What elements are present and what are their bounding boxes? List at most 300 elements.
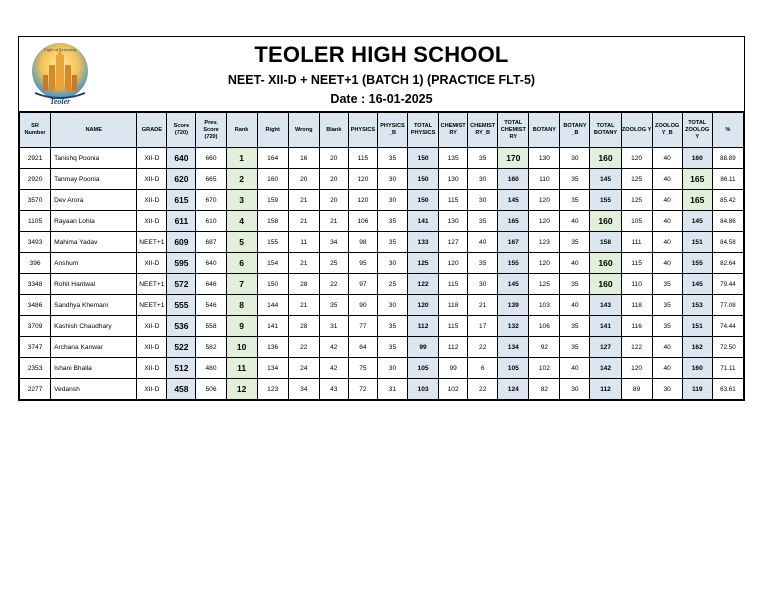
- table-cell: 40: [560, 253, 590, 274]
- table-cell: Tanmay Poonia: [51, 169, 137, 190]
- table-cell: 30: [377, 190, 407, 211]
- table-cell: 20: [319, 190, 348, 211]
- table-cell: 155: [682, 253, 712, 274]
- table-cell: 120: [529, 190, 560, 211]
- table-cell: 512: [167, 358, 196, 379]
- column-header: GRADE: [137, 113, 167, 148]
- table-cell: 110: [529, 169, 560, 190]
- table-cell: 30: [468, 190, 498, 211]
- table-cell: NEET+1: [137, 274, 167, 295]
- table-cell: 123: [257, 379, 288, 400]
- table-cell: XII-D: [137, 148, 167, 169]
- table-cell: 6: [468, 358, 498, 379]
- table-cell: XII-D: [137, 211, 167, 232]
- table-cell: 130: [529, 148, 560, 169]
- table-cell: 170: [498, 148, 529, 169]
- table-cell: 25: [319, 253, 348, 274]
- logo-motto: Light of Learning: [44, 47, 76, 52]
- table-cell: 160: [590, 274, 621, 295]
- table-cell: 99: [439, 358, 468, 379]
- table-cell: 75: [348, 358, 377, 379]
- table-cell: 162: [682, 337, 712, 358]
- table-cell: 145: [682, 274, 712, 295]
- column-header: BOTANY: [529, 113, 560, 148]
- table-cell: 95: [348, 253, 377, 274]
- table-cell: 125: [621, 169, 652, 190]
- table-row: [20, 379, 744, 400]
- table-row: [20, 274, 744, 295]
- table-cell: 30: [560, 379, 590, 400]
- table-row: [20, 211, 744, 232]
- table-cell: 40: [560, 295, 590, 316]
- table-cell: 28: [288, 274, 319, 295]
- table-cell: 141: [408, 211, 439, 232]
- table-cell: 536: [167, 316, 196, 337]
- table-cell: 17: [468, 316, 498, 337]
- table-cell: 2353: [20, 358, 51, 379]
- table-row: [20, 295, 744, 316]
- table-cell: 115: [439, 274, 468, 295]
- table-cell: 7: [226, 274, 257, 295]
- results-table: [19, 112, 744, 400]
- table-cell: 106: [348, 211, 377, 232]
- table-cell: 143: [590, 295, 621, 316]
- table-cell: 150: [408, 190, 439, 211]
- column-header: CHEMIST RY: [439, 113, 468, 148]
- table-row: [20, 148, 744, 169]
- table-cell: 30: [468, 169, 498, 190]
- table-cell: 3: [226, 190, 257, 211]
- table-cell: 40: [560, 211, 590, 232]
- table-cell: 40: [652, 190, 682, 211]
- table-cell: 110: [621, 274, 652, 295]
- table-cell: 120: [621, 148, 652, 169]
- table-cell: 3486: [20, 295, 51, 316]
- test-date: Date : 16-01-2025: [330, 92, 433, 106]
- table-cell: 79.44: [712, 274, 743, 295]
- table-cell: 150: [408, 148, 439, 169]
- table-cell: 1105: [20, 211, 51, 232]
- table-cell: 480: [196, 358, 226, 379]
- table-cell: 21: [288, 295, 319, 316]
- table-cell: 112: [408, 316, 439, 337]
- table-cell: 35: [652, 295, 682, 316]
- table-cell: XII-D: [137, 190, 167, 211]
- table-cell: 42: [319, 337, 348, 358]
- table-cell: 165: [682, 169, 712, 190]
- table-cell: 127: [439, 232, 468, 253]
- table-cell: 125: [529, 274, 560, 295]
- table-cell: 396: [20, 253, 51, 274]
- table-cell: 120: [348, 190, 377, 211]
- table-cell: 132: [498, 316, 529, 337]
- column-header: CHEMIST RY_B: [468, 113, 498, 148]
- table-cell: 609: [167, 232, 196, 253]
- table-cell: 34: [319, 232, 348, 253]
- table-cell: Kashish Chaudhary: [51, 316, 137, 337]
- table-cell: 134: [498, 337, 529, 358]
- table-cell: 160: [590, 253, 621, 274]
- table-cell: 3709: [20, 316, 51, 337]
- table-cell: 160: [498, 169, 529, 190]
- table-cell: 122: [408, 274, 439, 295]
- table-cell: 30: [377, 358, 407, 379]
- table-cell: 22: [288, 337, 319, 358]
- table-cell: 97: [348, 274, 377, 295]
- table-cell: 160: [682, 358, 712, 379]
- table-cell: 40: [652, 211, 682, 232]
- table-cell: 133: [408, 232, 439, 253]
- table-cell: 145: [590, 169, 621, 190]
- table-cell: 77.08: [712, 295, 743, 316]
- test-subtitle: NEET- XII-D + NEET+1 (BATCH 1) (PRACTICE FLT-5): [227, 73, 536, 87]
- column-header: Wrong: [288, 113, 319, 148]
- table-cell: 35: [560, 190, 590, 211]
- table-cell: 130: [439, 169, 468, 190]
- table-cell: 5: [226, 232, 257, 253]
- table-cell: 89: [621, 379, 652, 400]
- table-cell: 35: [468, 253, 498, 274]
- table-cell: 640: [167, 148, 196, 169]
- table-cell: 30: [468, 274, 498, 295]
- table-cell: 687: [196, 232, 226, 253]
- table-cell: 155: [590, 190, 621, 211]
- table-cell: 30: [377, 295, 407, 316]
- table-cell: 4: [226, 211, 257, 232]
- table-cell: 30: [560, 148, 590, 169]
- table-cell: 11: [226, 358, 257, 379]
- table-cell: 35: [652, 274, 682, 295]
- table-cell: 40: [652, 253, 682, 274]
- school-title: TEOLER HIGH SCHOOL: [254, 42, 509, 67]
- table-cell: 30: [652, 379, 682, 400]
- table-cell: 6: [226, 253, 257, 274]
- table-cell: NEET+1: [137, 232, 167, 253]
- table-cell: 20: [319, 148, 348, 169]
- table-cell: 153: [682, 295, 712, 316]
- table-cell: Rohit Haritwal: [51, 274, 137, 295]
- table-cell: 158: [257, 211, 288, 232]
- table-cell: 77: [348, 316, 377, 337]
- table-cell: 98: [348, 232, 377, 253]
- table-cell: 35: [377, 211, 407, 232]
- table-cell: 103: [529, 295, 560, 316]
- table-cell: XII-D: [137, 358, 167, 379]
- table-cell: 118: [439, 295, 468, 316]
- table-cell: 120: [529, 211, 560, 232]
- table-cell: 582: [196, 337, 226, 358]
- table-cell: 150: [408, 169, 439, 190]
- table-cell: 42: [319, 358, 348, 379]
- table-cell: 22: [319, 274, 348, 295]
- column-header: %: [712, 113, 743, 148]
- table-cell: 74.44: [712, 316, 743, 337]
- table-cell: 120: [529, 253, 560, 274]
- column-header: TOTAL BOTANY: [590, 113, 621, 148]
- table-cell: 611: [167, 211, 196, 232]
- table-cell: 35: [377, 316, 407, 337]
- table-cell: 118: [621, 295, 652, 316]
- table-cell: 119: [682, 379, 712, 400]
- table-cell: 16: [288, 148, 319, 169]
- table-cell: 2920: [20, 169, 51, 190]
- table-cell: 40: [652, 232, 682, 253]
- table-cell: 30: [377, 169, 407, 190]
- table-cell: 558: [196, 316, 226, 337]
- table-cell: 141: [257, 316, 288, 337]
- table-cell: 120: [408, 295, 439, 316]
- column-header: SR Number: [20, 113, 51, 148]
- table-row: [20, 253, 744, 274]
- table-cell: 130: [439, 211, 468, 232]
- table-cell: 135: [439, 148, 468, 169]
- table-cell: 35: [377, 232, 407, 253]
- table-cell: Ishani Bhalla: [51, 358, 137, 379]
- table-cell: 35: [560, 316, 590, 337]
- table-cell: 150: [257, 274, 288, 295]
- table-cell: 134: [257, 358, 288, 379]
- table-cell: 158: [590, 232, 621, 253]
- table-cell: 105: [621, 211, 652, 232]
- table-cell: 155: [498, 253, 529, 274]
- table-cell: 615: [167, 190, 196, 211]
- table-cell: 112: [439, 337, 468, 358]
- table-cell: 12: [226, 379, 257, 400]
- table-cell: 1: [226, 148, 257, 169]
- table-cell: 35: [468, 148, 498, 169]
- table-cell: 151: [682, 232, 712, 253]
- table-cell: 2: [226, 169, 257, 190]
- table-cell: 136: [257, 337, 288, 358]
- table-cell: 3570: [20, 190, 51, 211]
- table-cell: 84.58: [712, 232, 743, 253]
- table-cell: 90: [348, 295, 377, 316]
- table-row: [20, 316, 744, 337]
- column-header: NAME: [51, 113, 137, 148]
- table-cell: 9: [226, 316, 257, 337]
- table-cell: 64: [348, 337, 377, 358]
- table-cell: 35: [468, 211, 498, 232]
- table-cell: 25: [377, 274, 407, 295]
- table-cell: Tanishq Poonia: [51, 148, 137, 169]
- table-cell: 102: [439, 379, 468, 400]
- table-cell: 125: [408, 253, 439, 274]
- table-cell: 86.11: [712, 169, 743, 190]
- table-cell: 139: [498, 295, 529, 316]
- table-cell: 160: [257, 169, 288, 190]
- table-cell: 40: [652, 337, 682, 358]
- table-cell: 124: [498, 379, 529, 400]
- table-header-row: [20, 113, 744, 148]
- table-cell: 115: [439, 316, 468, 337]
- table-cell: Vedansh: [51, 379, 137, 400]
- table-cell: 120: [439, 253, 468, 274]
- table-cell: 40: [652, 148, 682, 169]
- table-cell: 21: [288, 253, 319, 274]
- table-cell: 35: [319, 295, 348, 316]
- table-cell: 144: [257, 295, 288, 316]
- table-cell: 159: [257, 190, 288, 211]
- table-cell: Anshum: [51, 253, 137, 274]
- table-cell: 572: [167, 274, 196, 295]
- table-cell: XII-D: [137, 253, 167, 274]
- column-header: Rank: [226, 113, 257, 148]
- table-cell: 21: [288, 211, 319, 232]
- table-cell: 145: [498, 274, 529, 295]
- table-cell: 620: [167, 169, 196, 190]
- table-cell: 154: [257, 253, 288, 274]
- table-cell: 112: [590, 379, 621, 400]
- column-header: ZOOLOG Y_B: [652, 113, 682, 148]
- table-cell: 10: [226, 337, 257, 358]
- table-cell: XII-D: [137, 379, 167, 400]
- table-cell: 35: [560, 169, 590, 190]
- table-cell: 3493: [20, 232, 51, 253]
- table-cell: 127: [590, 337, 621, 358]
- column-header: TOTAL PHYSICS: [408, 113, 439, 148]
- table-cell: 145: [498, 190, 529, 211]
- table-cell: NEET+1: [137, 295, 167, 316]
- table-cell: 35: [652, 316, 682, 337]
- table-cell: 120: [621, 358, 652, 379]
- table-cell: 20: [288, 169, 319, 190]
- table-cell: 99: [408, 337, 439, 358]
- table-cell: 24: [288, 358, 319, 379]
- table-cell: 63.61: [712, 379, 743, 400]
- table-cell: 103: [408, 379, 439, 400]
- table-cell: 28: [288, 316, 319, 337]
- table-cell: 458: [167, 379, 196, 400]
- table-cell: 595: [167, 253, 196, 274]
- table-cell: XII-D: [137, 337, 167, 358]
- column-header: TOTAL CHEMIST RY: [498, 113, 529, 148]
- table-cell: 40: [652, 358, 682, 379]
- table-cell: 3348: [20, 274, 51, 295]
- table-cell: 72: [348, 379, 377, 400]
- table-cell: 84.86: [712, 211, 743, 232]
- table-cell: 105: [408, 358, 439, 379]
- table-cell: 105: [498, 358, 529, 379]
- table-cell: 2921: [20, 148, 51, 169]
- table-row: [20, 232, 744, 253]
- table-cell: 92: [529, 337, 560, 358]
- table-cell: 115: [621, 253, 652, 274]
- table-cell: 164: [257, 148, 288, 169]
- table-cell: 142: [590, 358, 621, 379]
- table-cell: 30: [377, 253, 407, 274]
- table-cell: 3747: [20, 337, 51, 358]
- table-cell: 40: [560, 358, 590, 379]
- column-header: TOTAL ZOOLOG Y: [682, 113, 712, 148]
- table-cell: Archana Kanwar: [51, 337, 137, 358]
- table-cell: 21: [468, 295, 498, 316]
- table-cell: 102: [529, 358, 560, 379]
- table-cell: 125: [621, 190, 652, 211]
- table-cell: 155: [257, 232, 288, 253]
- table-cell: 522: [167, 337, 196, 358]
- table-cell: 160: [682, 148, 712, 169]
- table-cell: 82.64: [712, 253, 743, 274]
- table-cell: 72.50: [712, 337, 743, 358]
- table-cell: 160: [590, 148, 621, 169]
- column-header: ZOOLOG Y: [621, 113, 652, 148]
- table-cell: 22: [468, 379, 498, 400]
- table-cell: 111: [621, 232, 652, 253]
- table-cell: 122: [621, 337, 652, 358]
- table-cell: Mahima Yadav: [51, 232, 137, 253]
- table-cell: 35: [377, 337, 407, 358]
- table-cell: 20: [319, 169, 348, 190]
- table-cell: 610: [196, 211, 226, 232]
- table-cell: Rayaan Lohia: [51, 211, 137, 232]
- logo-text: Teoler: [49, 97, 71, 106]
- table-cell: XII-D: [137, 169, 167, 190]
- table-cell: 21: [288, 190, 319, 211]
- table-cell: 106: [529, 316, 560, 337]
- table-cell: 670: [196, 190, 226, 211]
- table-cell: 167: [498, 232, 529, 253]
- table-cell: 546: [196, 295, 226, 316]
- table-cell: Sandhya Khemani: [51, 295, 137, 316]
- table-cell: 82: [529, 379, 560, 400]
- table-cell: 151: [682, 316, 712, 337]
- table-cell: 646: [196, 274, 226, 295]
- table-cell: 555: [167, 295, 196, 316]
- table-cell: 665: [196, 169, 226, 190]
- column-header: PHYSICS: [348, 113, 377, 148]
- sheet-header: [19, 37, 744, 112]
- table-row: [20, 169, 744, 190]
- table-cell: 85.42: [712, 190, 743, 211]
- table-cell: 11: [288, 232, 319, 253]
- table-cell: 35: [560, 232, 590, 253]
- table-cell: 22: [468, 337, 498, 358]
- column-header: PHYSICS _B: [377, 113, 407, 148]
- column-header: Blank: [319, 113, 348, 148]
- table-cell: 640: [196, 253, 226, 274]
- column-header: Score (720): [167, 113, 196, 148]
- table-cell: 2277: [20, 379, 51, 400]
- table-row: [20, 337, 744, 358]
- table-cell: 160: [590, 211, 621, 232]
- table-cell: 8: [226, 295, 257, 316]
- table-cell: 145: [682, 211, 712, 232]
- table-cell: XII-D: [137, 316, 167, 337]
- table-cell: 165: [498, 211, 529, 232]
- table-cell: 123: [529, 232, 560, 253]
- table-cell: 141: [590, 316, 621, 337]
- result-sheet: [18, 36, 745, 401]
- table-cell: 120: [348, 169, 377, 190]
- table-cell: 40: [468, 232, 498, 253]
- table-cell: 31: [319, 316, 348, 337]
- table-cell: 35: [560, 274, 590, 295]
- table-row: [20, 190, 744, 211]
- table-cell: 31: [377, 379, 407, 400]
- table-cell: 35: [377, 148, 407, 169]
- table-cell: 115: [439, 190, 468, 211]
- table-cell: 88.89: [712, 148, 743, 169]
- table-cell: 165: [682, 190, 712, 211]
- table-body: [20, 148, 744, 400]
- table-cell: Dev Arora: [51, 190, 137, 211]
- table-cell: 35: [560, 337, 590, 358]
- table-cell: 43: [319, 379, 348, 400]
- table-cell: 506: [196, 379, 226, 400]
- table-cell: 34: [288, 379, 319, 400]
- table-cell: 71.11: [712, 358, 743, 379]
- table-cell: 115: [348, 148, 377, 169]
